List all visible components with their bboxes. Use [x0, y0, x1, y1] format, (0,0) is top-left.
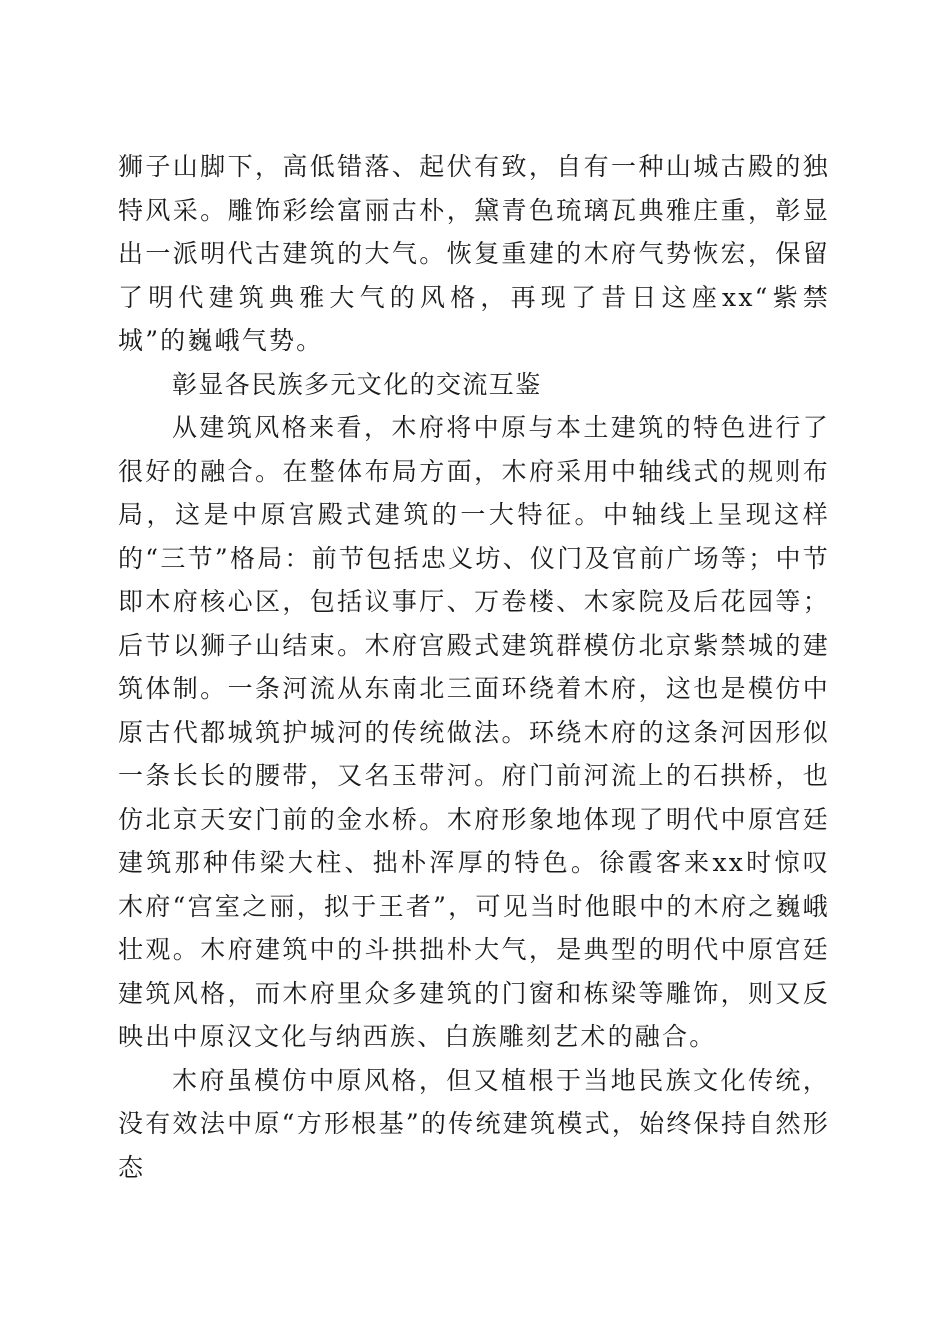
paragraph-architecture-style: 从建筑风格来看，木府将中原与本土建筑的特色进行了很好的融合。在整体布局方面，木府采用中轴线式的规则布局，这是中原宫殿式建筑的一大特征。中轴线上呈现这样的“三节”格局：前节包括忠义坊、仪门及官前广场等；中节即木府核心区，包括议事厅、万卷楼、木家院及后花园等；后节以狮子山结束。木府宫殿式建筑群模仿北京紫禁城的建筑体制。一条河流从东南北三面环绕着木府，这也是模仿中原古代都城筑护城河的传统做法。环绕木府的这条河因形似一条长长的腰带，又名玉带河。府门前河流上的石拱桥，也仿北京天安门前的金水桥。木府形象地体现了明代中原宫廷建筑那种伟梁大柱、拙朴浑厚的特色。徐霞客来xx时惊叹木府“宫室之丽，拟于王者”，可见当时他眼中的木府之巍峨壮观。木府建筑中的斗拱拙朴大气，是典型的明代中原宫廷建筑风格，而木府里众多建筑的门窗和栋梁等雕饰，则又反映出中原汉文化与纳西族、白族雕刻艺术的融合。 — [118, 413, 830, 1051]
section-heading: 彰显各民族多元文化的交流互鉴 — [172, 369, 542, 399]
paragraph-local-tradition: 木府虽模仿中原风格，但又植根于当地民族文化传统，没有效法中原“方形根基”的传统建筑模式，始终保持自然形态 — [118, 1065, 830, 1182]
document-body — [118, 145, 830, 1189]
paragraph-continuation: 狮子山脚下，高低错落、起伏有致，自有一种山城古殿的独特风采。雕饰彩绘富丽古朴，黛青色琉璃瓦典雅庄重，彰显出一派明代古建筑的大气。恢复重建的木府气势恢宏，保留了明代建筑典雅大气的风格，再现了昔日这座xx“紫禁城”的巍峨气势。 — [118, 152, 830, 355]
